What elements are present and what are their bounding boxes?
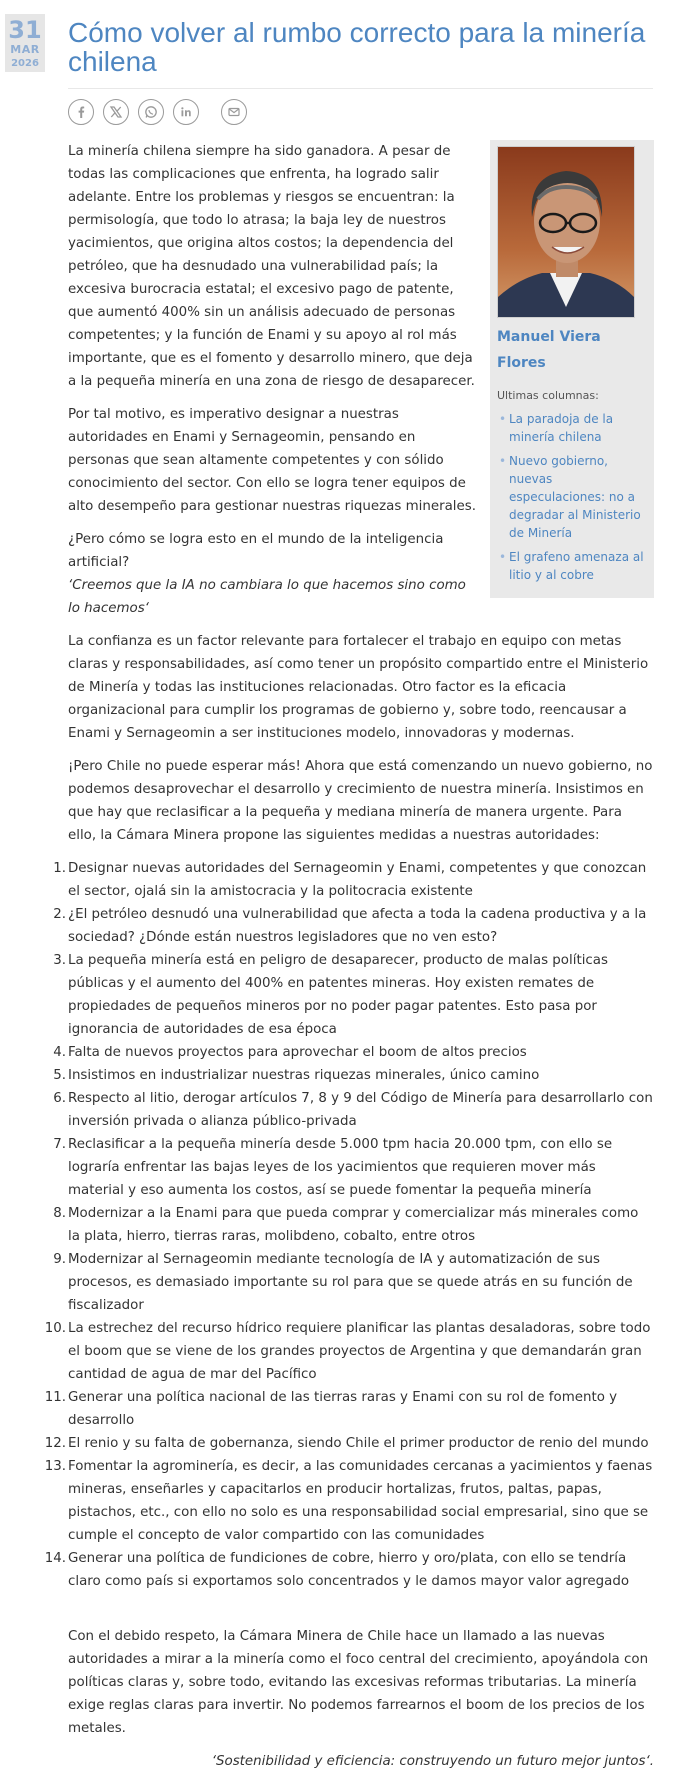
measure-text: Modernizar al Sernageomin mediante tecnología de IA y automatización de sus procesos, es demasiado importante su rol para que se quede atrás en su función de fiscalizador [68, 1252, 633, 1313]
measure-text: Modernizar a la Enami para que pueda comprar y comercializar más minerales como la plata, hierro, tierras raras, molibdeno, cobalto, entre otros [68, 1206, 639, 1244]
measure-text: Fomentar la agrominería, es decir, a las comunidades cercanas a yacimientos y faenas mineras, enseñarles y capacitarlos en producir hortalizas, frutos, paltas, papas, pistachos, etc., con ello no solo es una responsabilidad social empresarial, sino que se cumple el concepto de valor compartido con las comunidades [68, 1459, 653, 1543]
question-text: ¿Pero cómo se logra esto en el mundo de la inteligencia artificial? [68, 532, 444, 570]
measure-item: 14. Generar una política de fundiciones de cobre, hierro y oro/plata, con ello se tendría claro como país si exportamos solo concentrados y le damos mayor valor agregado [68, 1547, 654, 1593]
share-bar [68, 99, 247, 125]
author-name[interactable]: Manuel Viera Flores [497, 329, 601, 371]
measure-item: 8. Modernizar a la Enami para que pueda comprar y comercializar más minerales como la plata, hierro, tierras raras, molibdeno, cobalto, entre otros [68, 1202, 654, 1248]
measure-item: 7. Reclasificar a la pequeña minería desde 5.000 tpm hacia 20.000 tpm, con ello se lograría enfrentar las bajas leyes de los yacimientos que requieren mover más material y eso aumenta los costos, así se puede fomentar la pequeña minería [68, 1133, 654, 1202]
article-body [44, 140, 654, 1783]
measure-text: Insistimos en industrializar nuestras riquezas minerales, único camino [68, 1068, 540, 1083]
measure-text: Generar una política de fundiciones de cobre, hierro y oro/plata, con ello se tendría claro como país si exportamos solo concentrados y le damos mayor valor agregado [68, 1551, 630, 1589]
whatsapp-icon[interactable] [138, 99, 164, 125]
measure-text: Reclasificar a la pequeña minería desde 5.000 tpm hacia 20.000 tpm, con ello se lograría enfrentar las bajas leyes de los yacimientos que requieren mover más material y eso aumenta los costos, así se puede fomentar la pequeña minería [68, 1137, 613, 1198]
measures-list [44, 857, 654, 1593]
recent-column-link[interactable]: • La paradoja de la minería chilena [497, 410, 647, 446]
measure-item: 3. La pequeña minería está en peligro de desaparecer, producto de malas políticas públicas y el aumento del 400% en patentes mineras. Hoy existen remates de propiedades de pequeños mineros por no poder pagar patentes. Esto pasa por ignorancia de autoridades de esa época [68, 949, 654, 1041]
author-photo [497, 146, 635, 318]
measure-text: Generar una política nacional de las tierras raras y Enami con su rol de fomento y desarrollo [68, 1390, 618, 1428]
quote-text: ‘Creemos que la IA no cambiara lo que hacemos sino como lo hacemos‘ [68, 578, 466, 616]
measure-item: 4. Falta de nuevos proyectos para aprovechar el boom de altos precios [68, 1041, 654, 1064]
measure-text: Falta de nuevos proyectos para aprovechar el boom de altos precios [68, 1045, 527, 1060]
body-paragraph: La minería chilena siempre ha sido ganadora. A pesar de todas las complicaciones que enfrenta, ha logrado salir adelante. Entre los problemas y riesgos se encuentran: la permisología, que todo lo atrasa; la baja ley de nuestros yacimientos, que origina altos costos; la dependencia del petróleo, que ha desnudado una vulnerabilidad país; la excesiva burocracia estatal; el excesivo pago de patente, que aumentó 400% sin un análisis adecuado de personas competentes; y la función de Enami y su apoyo al rol más importante, que es el fomento y desarrollo minero, que deja a la pequeña minería en una zona de riesgo de desaparecer. [68, 144, 475, 389]
recent-columns-label: Ultimas columnas: [497, 389, 599, 402]
measure-item: 5. Insistimos en industrializar nuestras riquezas minerales, único camino [68, 1064, 654, 1087]
author-sidebar [490, 140, 654, 598]
measure-text: ¿El petróleo desnudó una vulnerabilidad que afecta a toda la cadena productiva y a la sociedad? ¿Dónde están nuestros legisladores que no ven esto? [68, 907, 647, 945]
title-divider [68, 88, 653, 89]
measure-text: Designar nuevas autoridades del Sernageomin y Enami, competentes y que conozcan el sector, ojalá sin la amistocracia y la politocracia existente [68, 861, 647, 899]
body-paragraph: Por tal motivo, es imperativo designar a nuestras autoridades en Enami y Sernageomin, pensando en personas que sean altamente competentes y con sólido conocimiento del sector. Con ello se logra tener equipos de alto desempeño para gestionar nuestras riquezas minerales. [68, 407, 476, 514]
facebook-icon[interactable] [68, 99, 94, 125]
measure-text: La pequeña minería está en peligro de desaparecer, producto de malas políticas públicas y el aumento del 400% en patentes mineras. Hoy existen remates de propiedades de pequeños mineros por no poder pagar patentes. Esto pasa por ignorancia de autoridades de esa época [68, 953, 608, 1037]
measure-item: 10. La estrechez del recurso hídrico requiere planificar las plantas desaladoras, sobre todo el boom que se viene de los grandes proyectos de Argentina y que demandarán gran cantidad de agua de mar del Pacífico [68, 1317, 654, 1386]
measure-item: 1. Designar nuevas autoridades del Sernageomin y Enami, competentes y que conozcan el sector, ojalá sin la amistocracia y la politocracia existente [68, 857, 654, 903]
measure-item: 13. Fomentar la agrominería, es decir, a las comunidades cercanas a yacimientos y faenas mineras, enseñarles y capacitarlos en producir hortalizas, frutos, paltas, papas, pistachos, etc., con ello no solo es una responsabilidad social empresarial, sino que se cumple el concepto de valor compartido con las comunidades [68, 1455, 654, 1547]
x-twitter-icon[interactable] [103, 99, 129, 125]
recent-column-link[interactable]: • Nuevo gobierno, nuevas especulaciones: no a degradar al Ministerio de Minería [497, 452, 647, 542]
date-month: MAR [10, 43, 40, 56]
body-paragraph: ¡Pero Chile no puede esperar más! Ahora que está comenzando un nuevo gobierno, no podemos desaprovechar el desarrollo y crecimiento de nuestra minería. Insistimos en que hay que reclasificar a la pequeña y mediana minería de manera urgente. Para ello, la Cámara Minera propone las siguientes medidas a nuestras autoridades: [68, 759, 653, 843]
date-year: 2026 [11, 58, 39, 69]
recent-columns-list [497, 410, 647, 584]
recent-column-link[interactable]: • El grafeno amenaza al litio y al cobre [497, 548, 647, 584]
date-day: 31 [8, 16, 42, 44]
linkedin-icon[interactable] [173, 99, 199, 125]
email-icon[interactable] [221, 99, 247, 125]
measure-item: 12. El renio y su falta de gobernanza, siendo Chile el primer productor de renio del mundo [68, 1432, 654, 1455]
measure-text: La estrechez del recurso hídrico requiere planificar las plantas desaladoras, sobre todo el boom que se viene de los grandes proyectos de Argentina y que demandarán gran cantidad de agua de mar del Pacífico [68, 1321, 651, 1382]
measure-item: 11. Generar una política nacional de las tierras raras y Enami con su rol de fomento y desarrollo [68, 1386, 654, 1432]
measure-item: 2. ¿El petróleo desnudó una vulnerabilidad que afecta a toda la cadena productiva y a la sociedad? ¿Dónde están nuestros legisladores que no ven esto? [68, 903, 654, 949]
measure-text: Respecto al litio, derogar artículos 7, 8 y 9 del Código de Minería para desarrollarlo con inversión privada o alianza público-privada [68, 1091, 653, 1129]
closing-paragraph: Con el debido respeto, la Cámara Minera de Chile hace un llamado a las nuevas autoridades a mirar a la minería como el foco central del crecimiento, apoyándola con políticas claras y, sobre todo, evitando las excesivas reformas tributarias. La minería exige reglas claras para invertir. No podemos farrearnos el boom de los precios de los metales. [68, 1629, 649, 1736]
body-paragraph: La confianza es un factor relevante para fortalecer el trabajo en equipo con metas claras y responsabilidades, así como tener un propósito compartido entre el Ministerio de Minería y todas las instituciones relacionadas. Otro factor es la eficacia organizacional para cumplir los programas de gobierno y, sobre todo, reencausar a Enami y Sernageomin a ser instituciones modelo, innovadoras y modernas. [68, 634, 649, 741]
date-badge [5, 14, 45, 72]
closing-quote: ‘Sostenibilidad y eficiencia: construyendo un futuro mejor juntos‘. [211, 1754, 654, 1769]
article-title: Cómo volver al rumbo correcto para la minería chilena [68, 17, 646, 77]
measure-item: 6. Respecto al litio, derogar artículos 7, 8 y 9 del Código de Minería para desarrollarlo con inversión privada o alianza público-privada [68, 1087, 654, 1133]
measure-item: 9. Modernizar al Sernageomin mediante tecnología de IA y automatización de sus procesos, es demasiado importante su rol para que se quede atrás en su función de fiscalizador [68, 1248, 654, 1317]
measure-text: El renio y su falta de gobernanza, siendo Chile el primer productor de renio del mundo [68, 1436, 649, 1451]
